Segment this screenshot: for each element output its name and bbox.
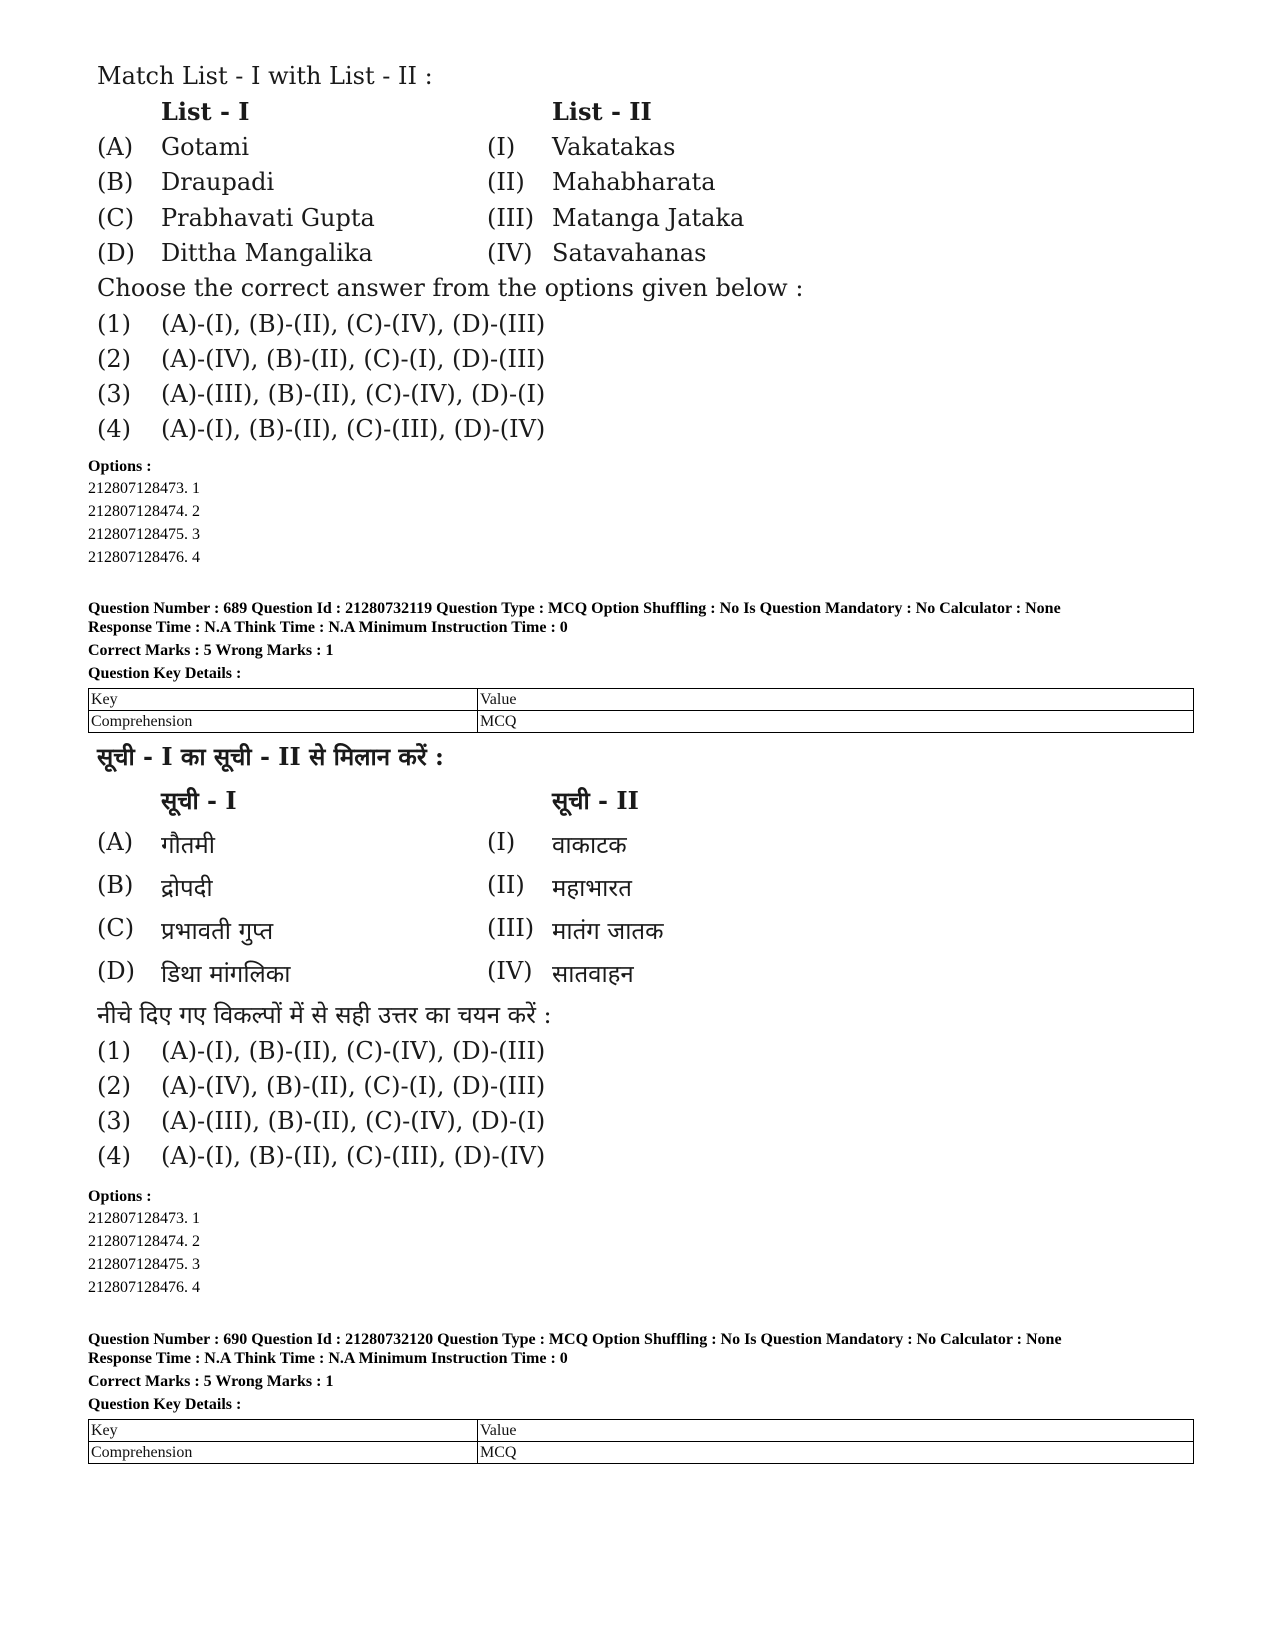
answer-number: (1): [97, 1037, 131, 1065]
row-match: Matanga Jataka: [552, 204, 745, 232]
row-label: (A): [97, 133, 134, 161]
row-label: (B): [97, 168, 134, 196]
key-header: Key: [89, 1420, 478, 1442]
q2-option-id: 212807128473. 1: [88, 1210, 200, 1227]
row-item: गौतमी: [161, 831, 215, 859]
q1-list2-header: List - II: [552, 97, 652, 126]
row-num: (III): [487, 914, 535, 942]
q1-option-id: 212807128475. 3: [88, 526, 200, 543]
row-item: Gotami: [161, 133, 250, 161]
q1-options-label: Options :: [88, 458, 152, 475]
q690-key-details-label: Question Key Details :: [88, 1396, 242, 1413]
answer-text: (A)-(IV), (B)-(II), (C)-(I), (D)-(III): [161, 345, 546, 373]
q690-meta-line2: Response Time : N.A Think Time : N.A Minimum Instruction Time : 0: [88, 1350, 568, 1367]
q689-key-details-label: Question Key Details :: [88, 665, 242, 682]
q690-key-table: [88, 1419, 1194, 1464]
answer-number: (3): [97, 1107, 131, 1135]
q690-meta-line1: Question Number : 690 Question Id : 21280732120 Question Type : MCQ Option Shuffling : No Is Question Mandatory : No Calculator : None: [88, 1331, 1062, 1348]
row-match: मातंग जातक: [552, 917, 664, 945]
q689-meta-line3: Correct Marks : 5 Wrong Marks : 1: [88, 642, 334, 659]
row-match: वाकाटक: [552, 831, 627, 859]
key-cell: Comprehension: [89, 1442, 478, 1464]
row-match: Mahabharata: [552, 168, 716, 196]
row-item: डिथा मांगलिका: [161, 960, 291, 988]
value-cell: MCQ: [478, 711, 1194, 733]
value-header: Value: [478, 1420, 1194, 1442]
row-label: (D): [97, 957, 135, 985]
value-cell: MCQ: [478, 1442, 1194, 1464]
row-item: Draupadi: [161, 168, 275, 196]
row-num: (IV): [487, 239, 533, 267]
q689-key-table: [88, 688, 1194, 733]
row-item: Prabhavati Gupta: [161, 204, 375, 232]
q2-options-label: Options :: [88, 1188, 152, 1205]
row-num: (II): [487, 871, 525, 899]
row-item: द्रोपदी: [161, 874, 213, 902]
row-label: (C): [97, 914, 135, 942]
q2-option-id: 212807128476. 4: [88, 1279, 200, 1296]
answer-number: (4): [97, 1142, 131, 1170]
row-label: (C): [97, 204, 135, 232]
key-header: Key: [89, 689, 478, 711]
row-item: Dittha Mangalika: [161, 239, 373, 267]
answer-text: (A)-(III), (B)-(II), (C)-(IV), (D)-(I): [161, 1107, 546, 1135]
key-cell: Comprehension: [89, 711, 478, 733]
q2-choose-instruction: नीचे दिए गए विकल्पों में से सही उत्तर का चयन करें :: [97, 1001, 552, 1029]
answer-text: (A)-(IV), (B)-(II), (C)-(I), (D)-(III): [161, 1072, 546, 1100]
row-num: (III): [487, 204, 535, 232]
q1-option-id: 212807128474. 2: [88, 503, 200, 520]
q1-list1-header: List - I: [161, 97, 250, 126]
value-header: Value: [478, 689, 1194, 711]
row-match: Vakatakas: [552, 133, 676, 161]
row-num: (II): [487, 168, 525, 196]
q689-meta-line2: Response Time : N.A Think Time : N.A Minimum Instruction Time : 0: [88, 619, 568, 636]
q1-option-id: 212807128476. 4: [88, 549, 200, 566]
answer-number: (2): [97, 345, 131, 373]
q689-meta-line1: Question Number : 689 Question Id : 21280732119 Question Type : MCQ Option Shuffling : No Is Question Mandatory : No Calculator : None: [88, 600, 1061, 617]
row-match: सातवाहन: [552, 960, 634, 988]
answer-text: (A)-(I), (B)-(II), (C)-(III), (D)-(IV): [161, 415, 546, 443]
row-label: (D): [97, 239, 135, 267]
answer-number: (4): [97, 415, 131, 443]
answer-number: (3): [97, 380, 131, 408]
row-label: (A): [97, 828, 134, 856]
q1-prompt: Match List - I with List - II :: [97, 62, 433, 90]
q2-list2-header: सूची - II: [552, 786, 639, 815]
answer-text: (A)-(I), (B)-(II), (C)-(IV), (D)-(III): [161, 310, 546, 338]
row-num: (I): [487, 828, 516, 856]
q2-prompt: सूची - I का सूची - II से मिलान करें :: [97, 742, 444, 771]
q2-option-id: 212807128474. 2: [88, 1233, 200, 1250]
answer-number: (2): [97, 1072, 131, 1100]
answer-text: (A)-(I), (B)-(II), (C)-(III), (D)-(IV): [161, 1142, 546, 1170]
q690-meta-line3: Correct Marks : 5 Wrong Marks : 1: [88, 1373, 334, 1390]
row-num: (I): [487, 133, 516, 161]
q2-list1-header: सूची - I: [161, 786, 237, 815]
row-label: (B): [97, 871, 134, 899]
q1-choose-instruction: Choose the correct answer from the options given below :: [97, 274, 804, 302]
q2-option-id: 212807128475. 3: [88, 1256, 200, 1273]
row-item: प्रभावती गुप्त: [161, 917, 274, 945]
answer-text: (A)-(III), (B)-(II), (C)-(IV), (D)-(I): [161, 380, 546, 408]
q1-option-id: 212807128473. 1: [88, 480, 200, 497]
row-match: महाभारत: [552, 874, 632, 902]
row-num: (IV): [487, 957, 533, 985]
answer-text: (A)-(I), (B)-(II), (C)-(IV), (D)-(III): [161, 1037, 546, 1065]
row-match: Satavahanas: [552, 239, 707, 267]
answer-number: (1): [97, 310, 131, 338]
